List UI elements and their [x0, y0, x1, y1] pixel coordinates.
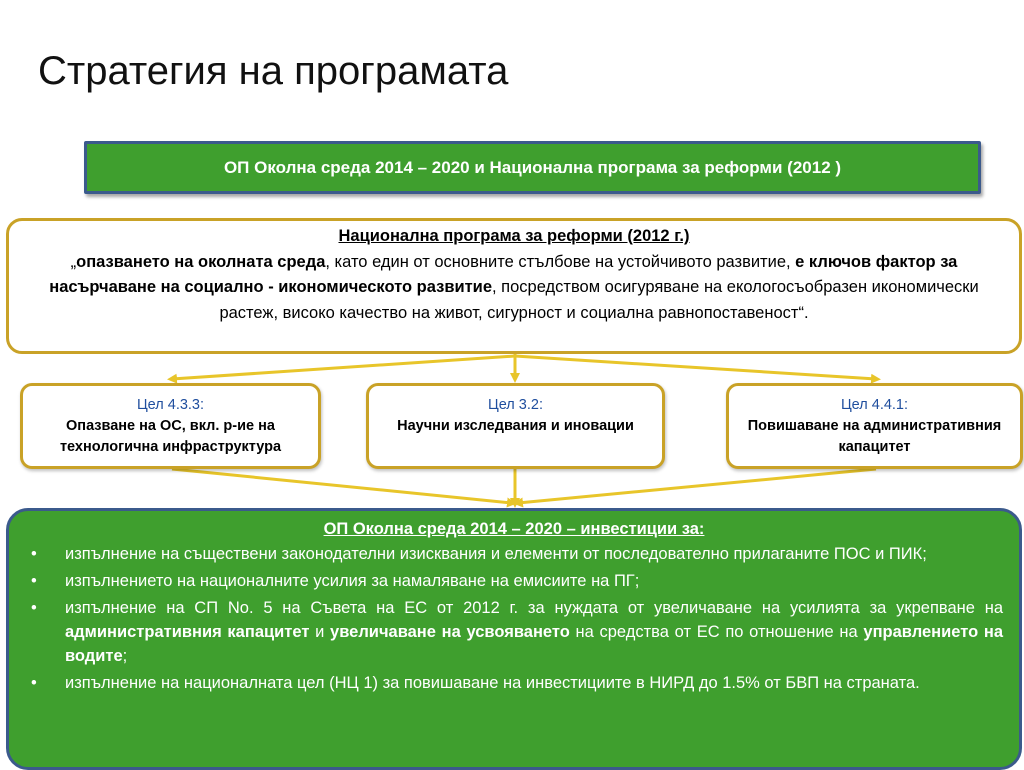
npr-bold-1: опазването на околната среда: [76, 252, 326, 271]
goal-label: Цел 4.4.1:: [840, 397, 909, 413]
page-title: Стратегия на програмата: [38, 49, 509, 93]
list-item: • изпълнение на националната цел (НЦ 1) за повишаване на инвестициите в НИРД до 1.5% от БВП на страната.: [25, 671, 1003, 695]
list-item: [25, 596, 1003, 668]
goal-text: Научни изследвания и иновации: [397, 418, 634, 434]
arrow-goal-3-to-invest: [518, 469, 876, 503]
npr-text-1: , като един от основните стълбове на устойчивото развитие,: [325, 252, 796, 271]
investments-list: [25, 542, 1003, 695]
item3-text-4: ;: [122, 647, 128, 665]
goal-label: Цел 4.3.3:: [136, 397, 205, 413]
item3-text-1: изпълнение на СП No. 5 на Съвета на ЕС от 2012 г. за нуждата от увеличаване на усилията за укрепване на: [65, 599, 1003, 617]
arrow-npr-to-goal-3: [515, 356, 876, 379]
npr-bold-2: е ключов фактор за насърчаване на социално - икономическото развитие: [49, 252, 958, 296]
item3-text-3: на средства от ЕС по отношение на: [569, 623, 864, 641]
investments-heading: ОП Околна среда 2014 – 2020 – инвестиции за:: [323, 520, 705, 538]
quote-open: „: [70, 252, 77, 271]
goal-text: Повишаване на административния капацитет: [747, 418, 1002, 455]
item3-bold-1: административния капацитет: [65, 623, 310, 641]
goal-label: Цел 3.2:: [488, 397, 543, 413]
item3-bold-2: увеличаване на усвояването: [330, 623, 570, 641]
goal-box-4-3-3: [20, 383, 321, 469]
list-item: • изпълнението на националните усилия за намаляване на емисиите на ПГ;: [25, 569, 1003, 593]
goal-box-4-4-1: [726, 383, 1023, 469]
item3-text-2: и: [309, 623, 331, 641]
arrow-npr-to-goal-1: [172, 356, 515, 379]
investments-box: [6, 508, 1022, 770]
banner-text: ОП Околна среда 2014 – 2020 и Национална програма за реформи (2012 ): [223, 157, 842, 177]
item3-bold-3: управлението на водите: [65, 623, 1004, 665]
npr-heading: Национална програма за реформи (2012 г.): [338, 227, 690, 245]
goal-text: Опазване на ОС, вкл. р-ие на технологична инфраструктура: [59, 418, 282, 455]
list-item: • изпълнение на съществени законодателни изисквания и елементи от последователно прилаганите ПОС и ПИК;: [25, 542, 1003, 566]
goal-box-3-2: [366, 383, 665, 469]
npr-text-2: , посредством осигуряване на екологосъобразен икономически растеж, високо качество на живот, сигурност и социална равнопоставеност“.: [219, 278, 979, 322]
arrow-goal-1-to-invest: [172, 469, 512, 503]
